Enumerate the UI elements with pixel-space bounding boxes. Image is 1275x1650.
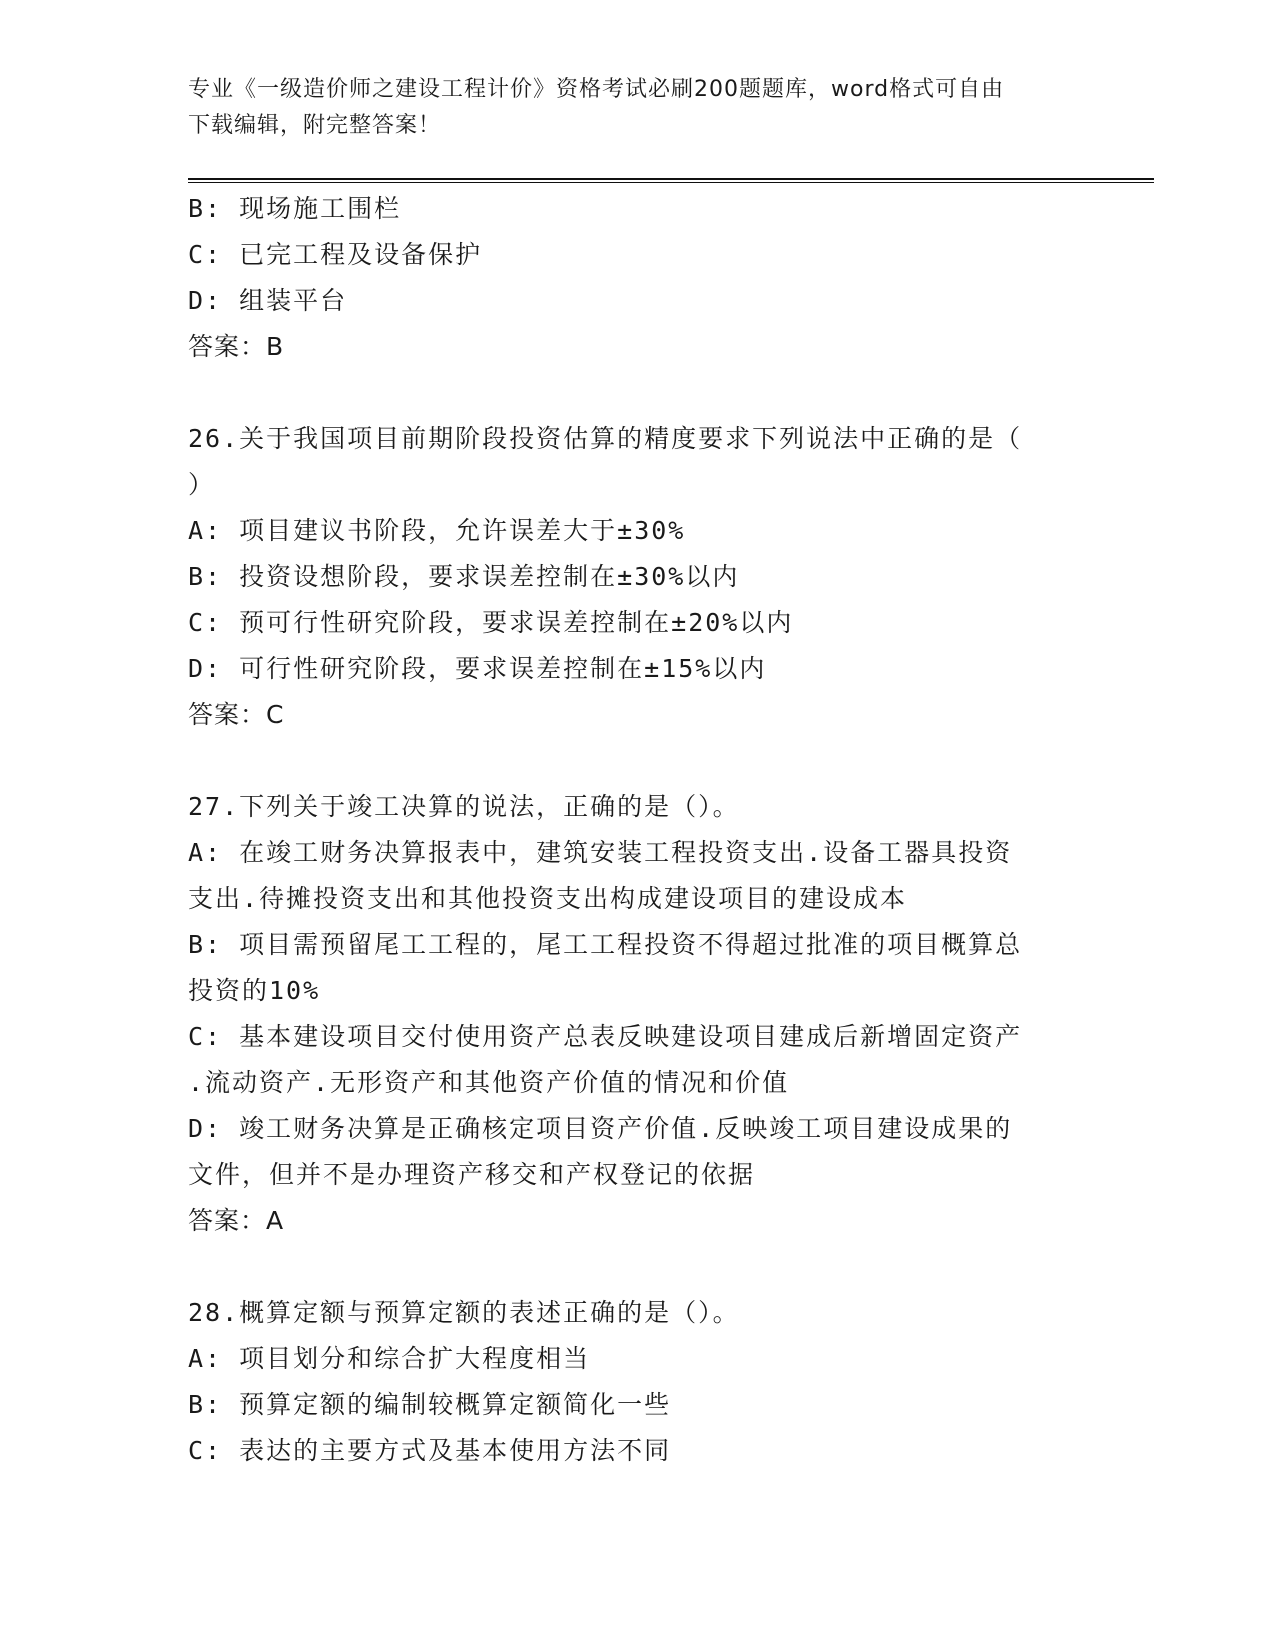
- spacer: [188, 370, 1088, 416]
- option-c-line-1: C: 基本建设项目交付使用资产总表反映建设项目建成后新增固定资产: [188, 1022, 1023, 1051]
- question-27: [188, 784, 1088, 1244]
- option-d-line-1: D: 竣工财务决算是正确核定项目资产价值.反映竣工项目建设成果的: [188, 1114, 1013, 1143]
- question-stem: 27.下列关于竣工决算的说法，正确的是（）。: [188, 792, 740, 821]
- option-a: A: 项目建议书阶段，允许误差大于±30%: [188, 516, 686, 545]
- option-c: C: 预可行性研究阶段，要求误差控制在±20%以内: [188, 608, 794, 637]
- option-d-line-2: 文件，但并不是办理资产移交和产权登记的依据: [188, 1160, 756, 1189]
- option-c: C: 已完工程及设备保护: [188, 240, 483, 269]
- option-b-line-1: B: 项目需预留尾工工程的，尾工工程投资不得超过批准的项目概算总: [188, 930, 1023, 959]
- spacer: [188, 1244, 1088, 1290]
- option-b: B: 投资设想阶段，要求误差控制在±30%以内: [188, 562, 740, 591]
- option-d: D: 组装平台: [188, 286, 348, 315]
- option-d: D: 可行性研究阶段，要求误差控制在±15%以内: [188, 654, 767, 683]
- document-header: [188, 72, 1068, 144]
- answer: 答案：B: [188, 332, 285, 361]
- question-25: [188, 186, 1088, 370]
- option-c-line-2: .流动资产.无形资产和其他资产价值的情况和价值: [188, 1068, 790, 1097]
- question-28: [188, 1290, 1088, 1474]
- header-line-1: 专业《一级造价师之建设工程计价》资格考试必刷200题题库，word格式可自由: [188, 77, 1005, 102]
- question-content: [188, 186, 1088, 1474]
- question-stem-line-2: ）: [188, 470, 216, 499]
- option-c: C: 表达的主要方式及基本使用方法不同: [188, 1436, 672, 1465]
- option-b: B: 现场施工围栏: [188, 194, 402, 223]
- header-divider: [188, 178, 1154, 183]
- option-a: A: 项目划分和综合扩大程度相当: [188, 1344, 591, 1373]
- option-a-line-2: 支出.待摊投资支出和其他投资支出构成建设项目的建设成本: [188, 884, 908, 913]
- question-26: [188, 416, 1088, 738]
- header-line-2: 下载编辑，附完整答案！: [188, 113, 442, 138]
- option-a-line-1: A: 在竣工财务决算报表中，建筑安装工程投资支出.设备工器具投资: [188, 838, 1013, 867]
- option-b-line-2: 投资的10%: [188, 976, 321, 1005]
- question-stem: 28.概算定额与预算定额的表述正确的是（）。: [188, 1298, 740, 1327]
- spacer: [188, 738, 1088, 784]
- answer: 答案：C: [188, 700, 285, 729]
- option-b: B: 预算定额的编制较概算定额简化一些: [188, 1390, 672, 1419]
- question-stem-line-1: 26.关于我国项目前期阶段投资估算的精度要求下列说法中正确的是（: [188, 424, 1023, 453]
- answer: 答案：A: [188, 1206, 285, 1235]
